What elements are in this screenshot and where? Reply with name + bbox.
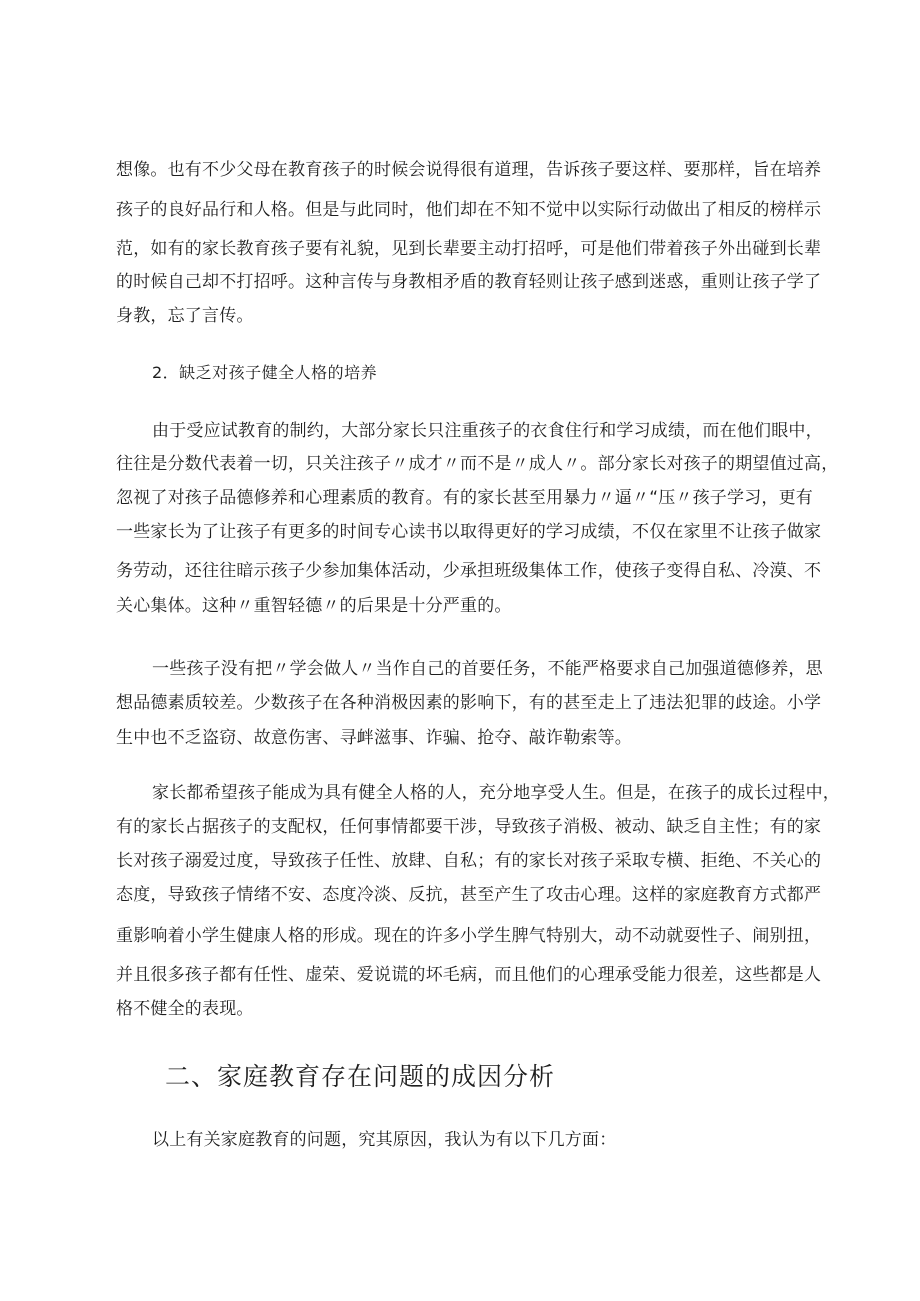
paragraph-line: 孩子的良好品行和人格。但是与此同时，他们却在不知不觉中以实际行动做出了相反的榜样示 [116, 200, 822, 220]
paragraph-line: 家长都希望孩子能成为具有健全人格的人，充分地享受人生。但是，在孩子的成长过程中， [152, 783, 840, 803]
paragraph-line: 格不健全的表现。 [116, 999, 254, 1019]
paragraph-line: 重影响着小学生健康人格的形成。现在的许多小学生脾气特别大，动不动就耍性子、闹别扭， [116, 926, 822, 946]
paragraph-line: 关心集体。这种〃重智轻德〃的后果是十分严重的。 [116, 596, 512, 616]
paragraph-line: 态度，导致孩子情绪不安、态度冷淡、反抗，甚至产生了攻击心理。这样的家庭教育方式都严 [116, 885, 822, 905]
paragraph-line: 的时候自己却不打招呼。这种言传与身教相矛盾的教育轻则让孩子感到迷惑，重则让孩子学了 [116, 272, 822, 292]
paragraph-line: 范，如有的家长教育孩子要有礼貌，见到长辈要主动打招呼，可是他们带着孩子外出碰到长辈 [116, 239, 822, 259]
paragraph-line: 务劳动，还往往暗示孩子少参加集体活动，少承担班级集体工作，使孩子变得自私、冷漠、不 [116, 561, 822, 581]
paragraph-line: 想品德素质较差。少数孩子在各种消极因素的影响下，有的甚至走上了违法犯罪的歧途。小学 [116, 693, 822, 713]
paragraph-line: 往往是分数代表着一切，只关注孩子〃成才〃而不是〃成人〃。部分家长对孩子的期望值过高， [116, 454, 839, 474]
paragraph-line: 忽视了对孩子品德修养和心理素质的教育。有的家长甚至用暴力〃逼〃“压〃孩子学习，更有 [116, 488, 814, 508]
paragraph-line: 一些孩子没有把〃学会做人〃当作自己的首要任务，不能严格要求自己加强道德修养，思 [152, 659, 823, 679]
paragraph-line: 身教，忘了言传。 [116, 306, 254, 326]
section-heading: 二、家庭教育存在问题的成因分析 [165, 1062, 556, 1091]
paragraph-line: 长对孩子溺爱过度，导致孩子任性、放肆、自私；有的家长对孩子采取专横、拒绝、不关心的 [116, 851, 822, 871]
subheading: 2．缺乏对孩子健全人格的培养 [152, 363, 378, 382]
paragraph-line: 生中也不乏盗窃、故意伤害、寻衅滋事、诈骗、抢夺、敲诈勒索等。 [116, 728, 632, 748]
paragraph-line: 以上有关家庭教育的问题，究其原因，我认为有以下几方面： [152, 1130, 617, 1150]
paragraph-line: 并且很多孩子都有任性、虚荣、爱说谎的坏毛病，而且他们的心理承受能力很差，这些都是人 [116, 965, 822, 985]
paragraph-line: 有的家长占据孩子的支配权，任何事情都要干涉，导致孩子消极、被动、缺乏自主性；有的家 [116, 817, 822, 837]
paragraph-line: 一些家长为了让孩子有更多的时间专心读书以取得更好的学习成绩，不仅在家里不让孩子做家 [116, 522, 822, 542]
paragraph-line: 由于受应试教育的制约，大部分家长只注重孩子的衣食住行和学习成绩，而在他们眼中， [152, 421, 823, 441]
paragraph-line: 想像。也有不少父母在教育孩子的时候会说得很有道理，告诉孩子要这样、要那样，旨在培养 [116, 160, 822, 180]
